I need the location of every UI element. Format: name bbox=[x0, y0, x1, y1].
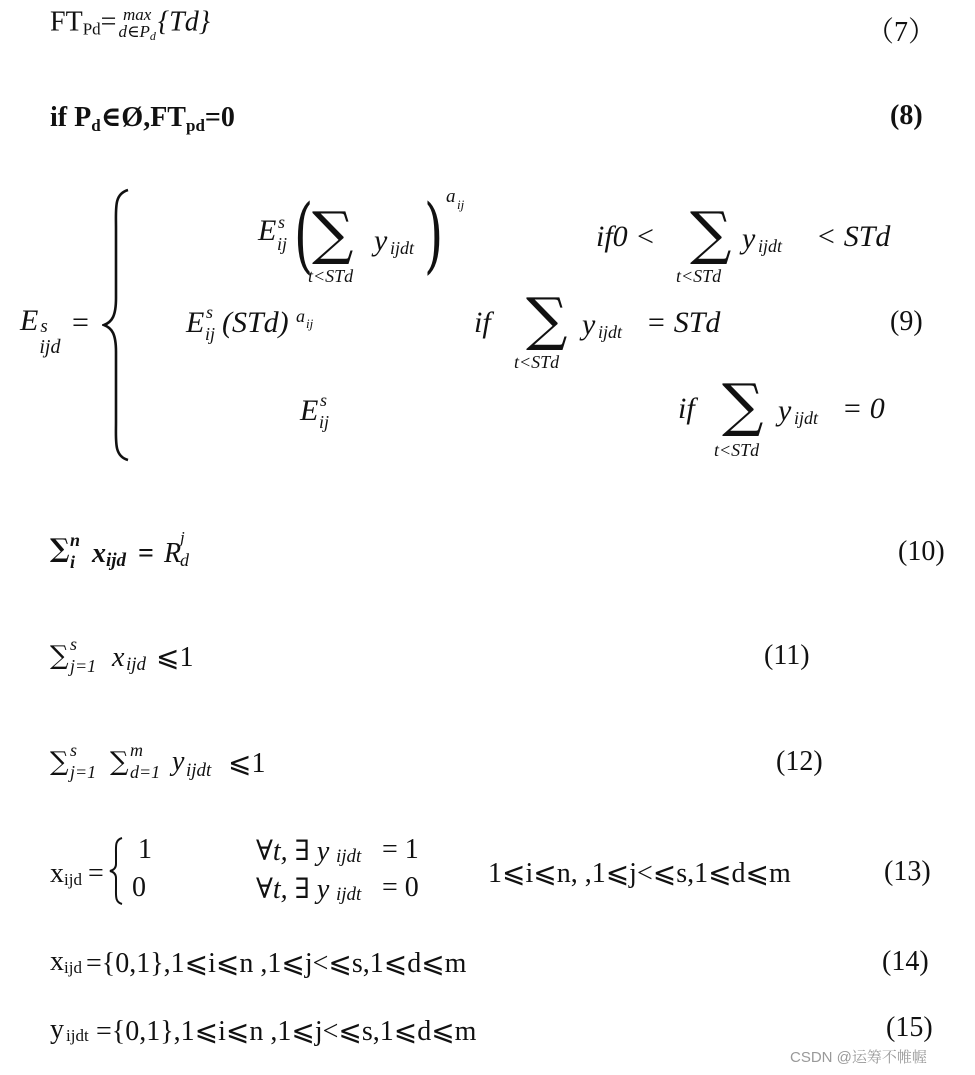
equation-14-number: (14) bbox=[882, 946, 929, 977]
equation-9-number: (9) bbox=[890, 306, 923, 337]
eq8-pd-sub: pd bbox=[185, 116, 205, 135]
equation-10-number: (10) bbox=[898, 536, 945, 567]
eq13-row1-value: 1 bbox=[138, 834, 152, 865]
eq9-case3-cond-rhs: = 0 bbox=[842, 392, 885, 425]
eq10-x-sub: ijd bbox=[106, 550, 127, 571]
eq9-case2-sup: s bbox=[206, 302, 214, 322]
eq9-case1-cond-y-sub: ijdt bbox=[758, 236, 783, 256]
eq12-y-sub: ijdt bbox=[186, 760, 212, 781]
eq9-case2-exp-sub: ij bbox=[306, 316, 314, 331]
eq8-end: =0 bbox=[204, 102, 235, 133]
eq7-max-label: max bbox=[123, 5, 152, 24]
eq12-sup1: s bbox=[70, 740, 78, 760]
equation-15-number: (15) bbox=[886, 1012, 933, 1043]
eq9-lhs-E: E bbox=[20, 304, 39, 337]
eq7-max-limit-sub: d bbox=[149, 29, 156, 43]
eq8-if-p: if P bbox=[50, 102, 92, 133]
csdn-watermark: CSDN @运筹不帷幄 bbox=[790, 1049, 927, 1066]
eq13-row2-cond: ∀t, ∃ y bbox=[256, 874, 330, 905]
eq14-x-sub: ijd bbox=[64, 958, 82, 977]
eq15-y-sub: ijdt bbox=[66, 1026, 89, 1045]
eq13-row1-rhs: = 1 bbox=[382, 834, 419, 865]
eq9-case3-cond-y-sub: ijdt bbox=[794, 408, 819, 428]
eq9-case1-sigma: ∑ bbox=[312, 199, 354, 267]
eq14-rest: ={0,1},1⩽i⩽n ,1⩽j<⩽s,1⩽d⩽m bbox=[86, 948, 467, 979]
eq9-case3-cond-y: y bbox=[778, 394, 792, 427]
eq9-case3-cond-if: if bbox=[678, 392, 695, 425]
eq14-x: x bbox=[50, 946, 64, 977]
eq10-R-sup: j bbox=[180, 528, 185, 547]
eq9-case2-cond-y: y bbox=[582, 308, 596, 341]
eq9-case2-cond-rhs: = STd bbox=[646, 306, 721, 339]
eq7-max-operator bbox=[118, 6, 155, 42]
eq9-case3-cond-sigma: ∑ bbox=[722, 371, 764, 439]
eq9-case3-cond-limit: t<STd bbox=[714, 440, 760, 460]
equation-7 bbox=[50, 6, 210, 42]
eq10-equals: = bbox=[138, 538, 154, 569]
equation-12-number: (12) bbox=[776, 746, 823, 777]
equation-8 bbox=[50, 100, 235, 136]
eq11-x-sub: ijd bbox=[126, 654, 147, 675]
eq9-case1-cond-limit: t<STd bbox=[676, 266, 722, 286]
eq12-sub1: j=1 bbox=[70, 762, 97, 782]
eq13-x: x bbox=[50, 858, 64, 889]
eq10-sigma: ∑ bbox=[50, 534, 70, 564]
eq13-equals: = bbox=[88, 858, 104, 889]
eq12-y: y bbox=[172, 746, 185, 777]
eq9-case2-cond-y-sub: ijdt bbox=[598, 322, 623, 342]
eq10-sup: n bbox=[70, 530, 81, 550]
eq9-case1-cond-if: if0 < bbox=[596, 220, 656, 253]
eq10-x: x bbox=[92, 538, 106, 569]
equation-11-number: (11) bbox=[764, 640, 810, 671]
eq15-rest: ={0,1},1⩽i⩽n ,1⩽j<⩽s,1⩽d⩽m bbox=[96, 1016, 477, 1047]
eq9-case1-right-paren: ) bbox=[424, 188, 444, 283]
eq7-rhs: {Td} bbox=[157, 6, 210, 38]
eq9-case2-cond-limit: t<STd bbox=[514, 352, 560, 372]
eq12-sigma2: ∑ bbox=[110, 747, 129, 777]
eq9-case1-exp: a bbox=[446, 186, 456, 207]
eq9-case2-cond-if: if bbox=[474, 306, 491, 339]
eq9-lhs-sub: ijd bbox=[39, 336, 61, 358]
eq9-case1-sub: ij bbox=[277, 234, 288, 254]
eq11-x: x bbox=[112, 642, 125, 673]
eq9-case1-expression bbox=[258, 214, 276, 248]
eq9-case1-exp-sub: ij bbox=[457, 197, 465, 212]
eq12-rhs: ⩽1 bbox=[228, 748, 266, 779]
eq13-x-sub: ijd bbox=[64, 870, 82, 889]
eq9-case1-limit: t<STd bbox=[308, 266, 354, 286]
eq9-case3-E: E bbox=[300, 394, 319, 427]
eq10-R: R bbox=[164, 538, 182, 569]
eq12-sigma1: ∑ bbox=[50, 747, 69, 777]
eq11-sub: j=1 bbox=[70, 656, 97, 676]
eq10-R-sub: d bbox=[180, 550, 189, 570]
eq12-sub2: d=1 bbox=[130, 762, 161, 782]
equation-8-number: (8) bbox=[890, 100, 923, 131]
eq11-sigma: ∑ bbox=[50, 641, 69, 671]
eq7-lhs-sub: Pd bbox=[82, 19, 101, 39]
eq9-case2-sub: ij bbox=[205, 324, 216, 344]
eq9-left-brace bbox=[102, 188, 132, 462]
eq13-row2-rhs: = 0 bbox=[382, 872, 419, 903]
eq7-equals: = bbox=[100, 6, 117, 38]
eq13-range: 1⩽i⩽n, ,1⩽j<⩽s,1⩽d⩽m bbox=[488, 858, 791, 889]
eq7-max-limit-text: d∈P bbox=[118, 22, 150, 41]
eq9-case2-cond-sigma: ∑ bbox=[526, 285, 568, 353]
eq10-sub: i bbox=[70, 552, 76, 572]
eq9-case1-cond-y: y bbox=[742, 222, 756, 255]
eq9-case1-left-paren: ( bbox=[294, 188, 314, 283]
eq9-case1-cond-sigma: ∑ bbox=[690, 199, 732, 267]
eq13-row1-cond-sub: ijdt bbox=[336, 846, 362, 867]
eq9-case1-sup: s bbox=[278, 212, 286, 232]
eq13-row1-cond: ∀t, ∃ y bbox=[256, 836, 330, 867]
equation-13-number: (13) bbox=[884, 856, 931, 887]
eq9-case1-y: y bbox=[374, 224, 388, 257]
eq9-equals: = bbox=[72, 306, 89, 339]
eq13-row2-value: 0 bbox=[132, 872, 146, 903]
eq9-case2-exp: a bbox=[296, 306, 305, 326]
eq9-case3-sub: ij bbox=[319, 412, 330, 432]
eq9-lhs bbox=[20, 304, 74, 358]
eq8-mid: ∈Ø,FT bbox=[100, 102, 186, 133]
eq9-case1-cond-rhs: < STd bbox=[816, 220, 891, 253]
eq7-lhs: FT bbox=[50, 6, 83, 38]
eq13-left-brace bbox=[108, 836, 124, 906]
eq9-case1-y-sub: ijdt bbox=[390, 238, 415, 258]
eq9-case2-E: E bbox=[186, 306, 205, 339]
eq11-sup: s bbox=[70, 634, 78, 654]
eq11-rhs: ⩽1 bbox=[156, 642, 194, 673]
equation-7-number: （7） bbox=[866, 17, 937, 48]
eq9-case3-sup: s bbox=[320, 390, 328, 410]
eq9-case1-E: E bbox=[258, 214, 277, 247]
eq9-case2-rest: (STd) bbox=[222, 306, 289, 339]
eq8-d-sub: d bbox=[91, 116, 101, 135]
eq7-max-limit bbox=[118, 23, 155, 42]
eq12-sup2: m bbox=[130, 740, 143, 760]
eq15-y: y bbox=[50, 1014, 64, 1045]
eq13-row2-cond-sub: ijdt bbox=[336, 884, 362, 905]
eq9-lhs-sup: s bbox=[40, 316, 48, 337]
